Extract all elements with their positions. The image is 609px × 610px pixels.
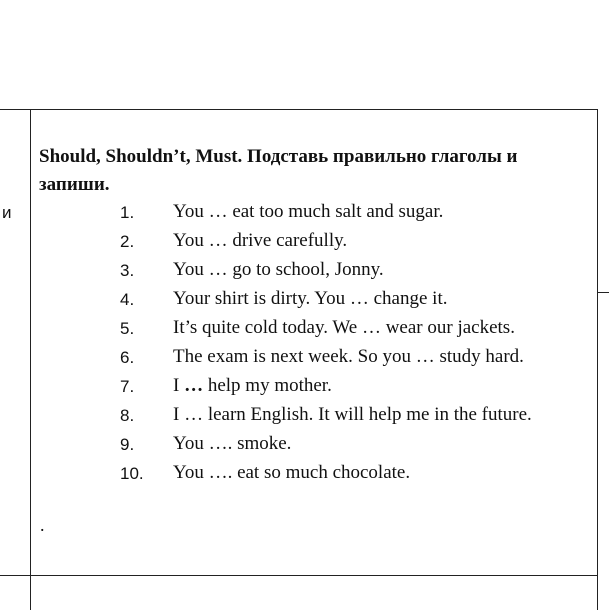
table-bottom-border — [0, 575, 598, 576]
sentence-part: You …. smoke. — [173, 433, 292, 454]
sentence-part: You … eat too much salt and sugar. — [173, 201, 444, 222]
exercise-number: 1. — [120, 203, 135, 222]
exercise-number: 4. — [120, 290, 135, 309]
exercise-list — [0, 201, 600, 491]
exercise-number: 2. — [120, 232, 135, 251]
exercise-number: 7. — [120, 377, 135, 396]
exercise-item — [0, 404, 600, 433]
exercise-item — [0, 433, 600, 462]
trailing-dot: . — [40, 515, 45, 535]
exercise-item — [0, 346, 600, 375]
sentence-part: help my mother. — [203, 375, 332, 396]
sentence-part: You …. eat so much chocolate. — [173, 462, 411, 483]
exercise-sentence — [173, 433, 291, 455]
exercise-item — [0, 201, 600, 230]
exercise-item — [0, 259, 600, 288]
exercise-item — [0, 230, 600, 259]
exercise-number: 5. — [120, 319, 135, 338]
sentence-part: Your shirt is dirty. You … change it. — [173, 288, 448, 309]
exercise-item — [0, 462, 600, 491]
exercise-sentence — [173, 288, 447, 310]
exercise-number: 6. — [120, 348, 135, 367]
exercise-sentence — [173, 346, 524, 368]
exercise-number: 3. — [120, 261, 135, 280]
exercise-sentence — [173, 404, 532, 426]
sentence-part: I … learn English. It will help me in the future. — [173, 404, 532, 425]
sentence-gap-bold: … — [184, 375, 204, 396]
sentence-part: You … drive carefully. — [173, 230, 348, 251]
exercise-sentence — [173, 259, 384, 281]
exercise-sentence — [173, 462, 410, 484]
exercise-sentence — [173, 201, 443, 223]
exercise-item — [0, 288, 600, 317]
exercise-sentence — [173, 375, 332, 397]
table-top-border — [0, 109, 598, 110]
sentence-part: The exam is next week. So you … study hard. — [173, 346, 524, 367]
sentence-part: It’s quite cold today. We … wear our jackets. — [173, 317, 515, 338]
left-column-text: и — [2, 203, 12, 222]
sentence-part: I — [173, 375, 185, 396]
exercise-sentence — [173, 230, 347, 252]
exercise-item — [0, 317, 600, 346]
exercise-number: 10. — [120, 464, 144, 483]
exercise-number: 8. — [120, 406, 135, 425]
sentence-part: You … go to school, Jonny. — [173, 259, 384, 280]
exercise-number: 9. — [120, 435, 135, 454]
exercise-sentence — [173, 317, 515, 339]
task-title: Should, Shouldn’t, Must. Подставь правильно глаголы и запиши. — [39, 146, 518, 195]
exercise-item — [0, 375, 600, 404]
